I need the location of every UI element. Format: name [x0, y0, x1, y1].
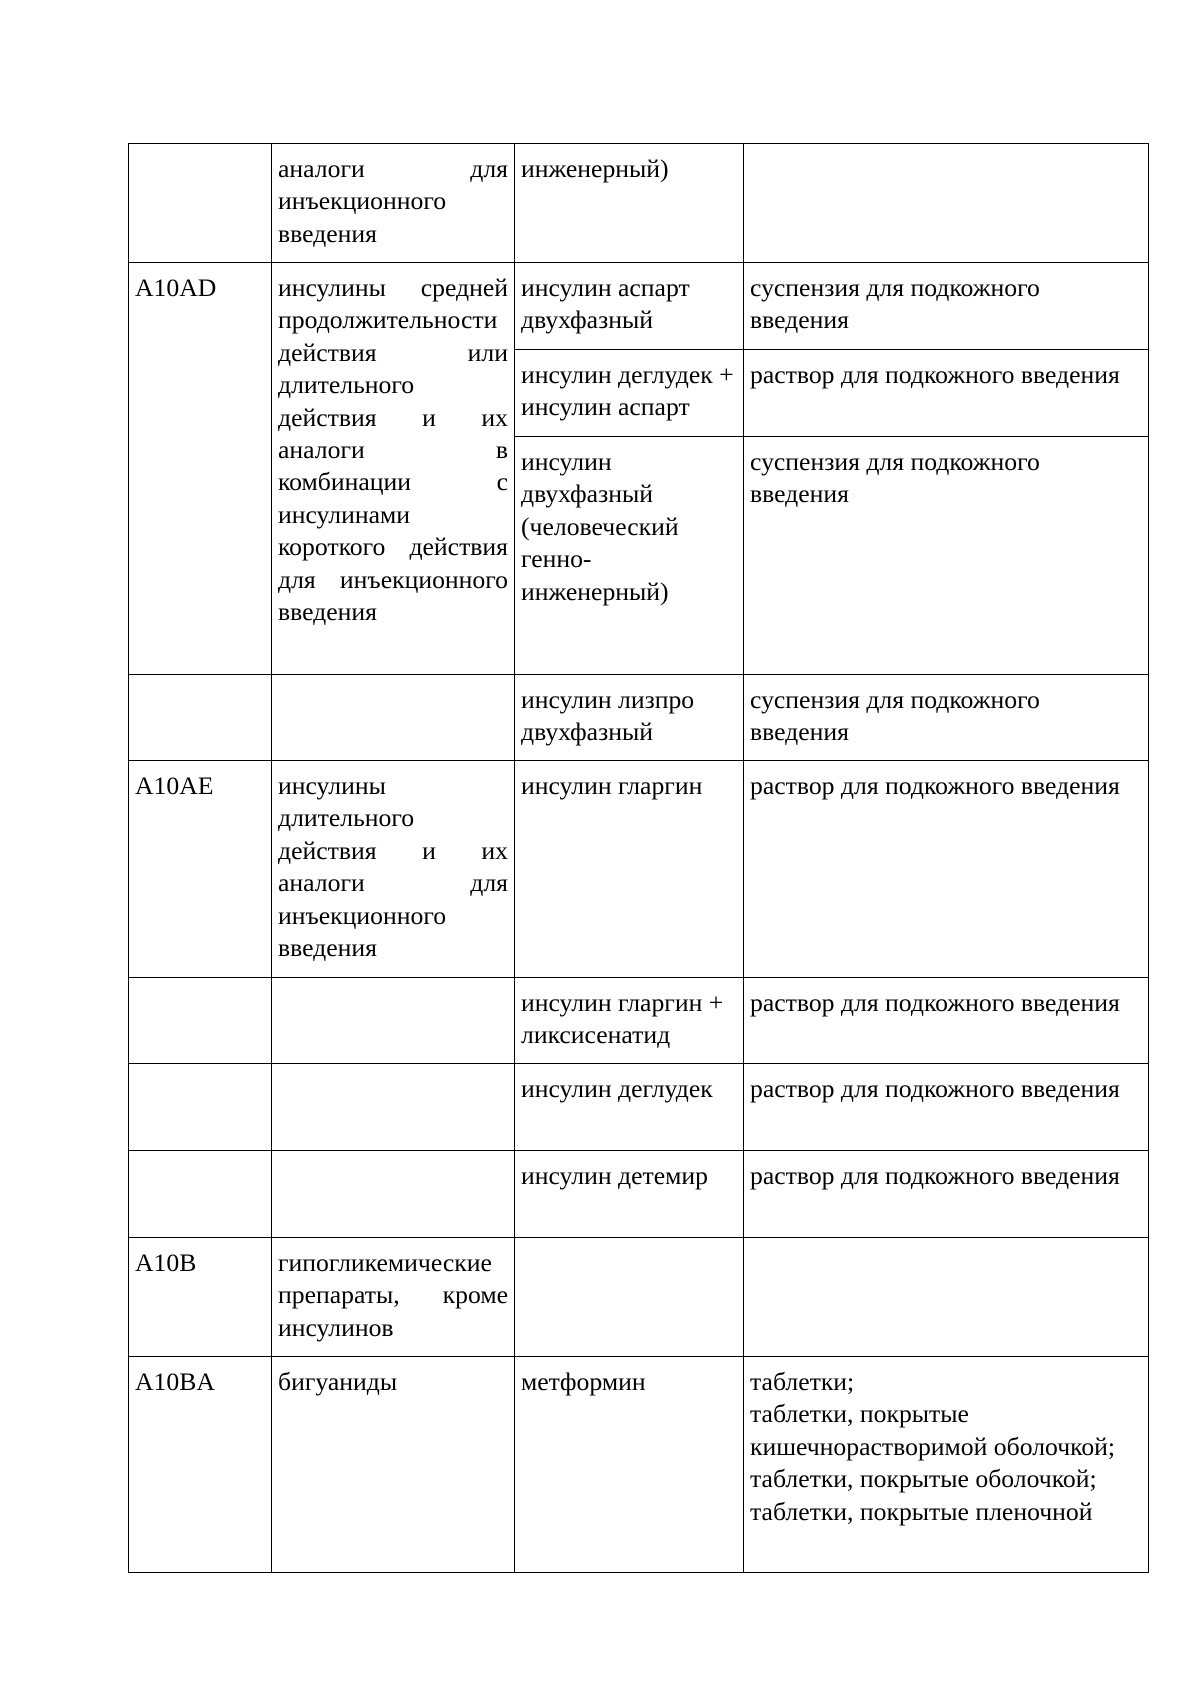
- drug-name-cell: инсулин лизпро двухфазный: [515, 675, 744, 761]
- group-cell: [272, 675, 515, 761]
- atc-code-cell: [129, 1064, 272, 1151]
- drug-name-cell: инсулин аспарт двухфазный: [515, 263, 744, 350]
- dosage-form-line: таблетки;: [750, 1367, 855, 1396]
- dosage-form-line: таблетки, покрытые пленочной: [750, 1496, 1093, 1526]
- drug-name-cell: инсулин гларгин + ликсисенатид: [515, 978, 744, 1064]
- dosage-form-cell: раствор для подкожного введения: [744, 350, 1149, 437]
- table-row: [129, 1238, 1149, 1357]
- dosage-form-cell: раствор для подкожного введения: [744, 978, 1149, 1064]
- drug-name-cell: инсулин деглудек + инсулин аспарт: [515, 350, 744, 437]
- table-row: [129, 144, 1149, 263]
- drug-name-cell: инсулин двухфазный (человеческий генно-инженерный): [515, 437, 744, 675]
- group-cell: бигуаниды: [272, 1357, 515, 1573]
- atc-code-cell: A10BA: [129, 1357, 272, 1573]
- dosage-form-cell: суспензия для подкожного введения: [744, 437, 1149, 675]
- drug-classification-table: [128, 143, 1149, 1573]
- dosage-form-cell: раствор для подкожного введения: [744, 1151, 1149, 1238]
- group-cell: аналоги для инъекционного введения: [272, 144, 515, 263]
- group-cell: [272, 1064, 515, 1151]
- group-cell: гипогликемические препараты, кроме инсулинов: [272, 1238, 515, 1357]
- dosage-form-cell: раствор для подкожного введения: [744, 761, 1149, 978]
- table-row: [129, 761, 1149, 978]
- table-row: [129, 263, 1149, 350]
- drug-name-cell: [515, 1238, 744, 1357]
- table-row: [129, 1357, 1149, 1573]
- atc-code-cell: [129, 144, 272, 263]
- table-row: [129, 978, 1149, 1064]
- atc-code-cell: A10B: [129, 1238, 272, 1357]
- dosage-form-cell: [744, 1357, 1149, 1573]
- drug-name-cell: метформин: [515, 1357, 744, 1573]
- dosage-form-cell: суспензия для подкожного введения: [744, 675, 1149, 761]
- dosage-form-cell: [744, 144, 1149, 263]
- table-row: [129, 1151, 1149, 1238]
- atc-code-cell: [129, 1151, 272, 1238]
- group-cell: инсулины средней продолжительности действия или длительного действия и их аналоги в комбинации с инсулинами короткого действия для инъекционного введения: [272, 263, 515, 675]
- dosage-form-cell: [744, 1238, 1149, 1357]
- dosage-form-line: таблетки, покрытые кишечнорастворимой оболочкой;: [750, 1399, 1116, 1461]
- dosage-form-cell: раствор для подкожного введения: [744, 1064, 1149, 1151]
- dosage-form-line: таблетки, покрытые оболочкой;: [750, 1464, 1097, 1494]
- atc-code-cell: A10AE: [129, 761, 272, 978]
- group-cell: [272, 978, 515, 1064]
- drug-name-cell: инсулин деглудек: [515, 1064, 744, 1151]
- atc-code-cell: [129, 978, 272, 1064]
- table-row: [129, 1064, 1149, 1151]
- table-row: [129, 675, 1149, 761]
- group-cell: инсулины длительного действия и их аналоги для инъекционного введения: [272, 761, 515, 978]
- drug-name-cell: инсулин гларгин: [515, 761, 744, 978]
- group-cell: [272, 1151, 515, 1238]
- drug-name-cell: инженерный): [515, 144, 744, 263]
- dosage-form-cell: суспензия для подкожного введения: [744, 263, 1149, 350]
- atc-code-cell: [129, 675, 272, 761]
- atc-code-cell: A10AD: [129, 263, 272, 675]
- drug-name-cell: инсулин детемир: [515, 1151, 744, 1238]
